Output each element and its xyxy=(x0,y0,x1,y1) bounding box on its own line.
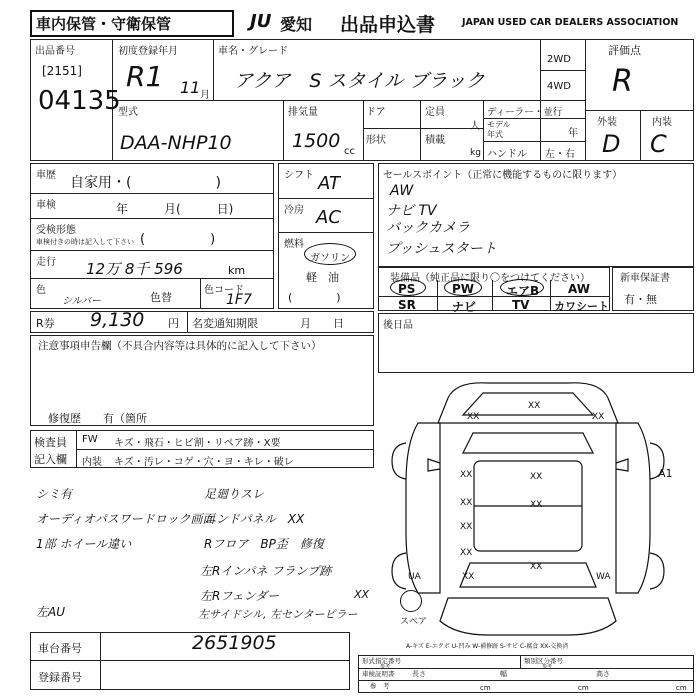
interior-grade: C xyxy=(650,130,667,158)
repair-label: 修復歴 有（箇所 xyxy=(48,412,147,425)
naisou-text: キズ・汚レ・コゲ・穴・ヨ・キレ・破レ xyxy=(114,457,294,468)
car-right-wheel-rear xyxy=(650,553,664,589)
mileage-value: 12万 8千 596 xyxy=(86,260,183,278)
chassis-label: 車台番号 xyxy=(38,642,82,655)
inspection-label: 車検 xyxy=(36,200,56,211)
damage-mark-roof-2: XX xyxy=(530,500,543,510)
car-left-wheel-rear xyxy=(392,553,406,589)
height-cm: cm xyxy=(676,684,687,692)
first-reg-month: 11 xyxy=(180,78,201,97)
fuel-gasoline-circle xyxy=(304,243,356,265)
note-left-3: 1部 ホイール違い xyxy=(36,537,132,551)
equip-pw: PW xyxy=(452,282,475,296)
reg-label: 登録番号 xyxy=(38,671,82,684)
model-type-label: 型式 xyxy=(118,107,138,118)
load-label: 積載 xyxy=(425,135,445,146)
note-right-5: 左Rフェンダー xyxy=(200,589,280,603)
car-right-side xyxy=(616,423,650,593)
note-left-1: シミ有 xyxy=(36,487,73,501)
warranty-value: 有・無 xyxy=(624,293,657,306)
rear-items-label: 後日品 xyxy=(383,320,413,331)
eval-label: 評価点 xyxy=(608,44,641,57)
note-left-2: オーディオパスワードロック画面 xyxy=(36,512,215,526)
name-change-value: 月 日 xyxy=(300,317,344,330)
year-unit: 年 xyxy=(568,128,578,139)
note-right-4: 左Rインパネ フランプ跡 xyxy=(200,564,332,578)
damage-mark-hood: XX xyxy=(528,401,541,411)
car-trunk-outline xyxy=(440,598,616,635)
car-rear-window xyxy=(460,563,596,587)
notes-label: 注意事項申告欄（不具合内容等は具体的に記入して下さい） xyxy=(38,340,322,352)
note-right-6: 左サイドシル, 左センターピラー xyxy=(198,608,358,621)
interior-label: 内装 xyxy=(652,117,672,128)
color-value: シルバー xyxy=(62,296,102,307)
equip-sr: SR xyxy=(398,298,416,312)
shift-value: AT xyxy=(318,173,340,194)
note-xx: XX xyxy=(354,588,370,601)
recycle-value: 9,130 xyxy=(90,309,145,331)
color-code-label: 色コード xyxy=(204,285,244,296)
capacity-label: 定員 xyxy=(425,107,445,118)
yen-unit: 円 xyxy=(168,317,179,330)
car-left-wheel-front xyxy=(392,443,406,479)
sales-item-4: プッシュスタート xyxy=(386,241,497,257)
length-cm: cm xyxy=(480,684,491,692)
equip-kawaseat: カワシート xyxy=(554,300,609,313)
type-class-ref: 参考 xyxy=(542,664,553,670)
inspector-label: 検査員 xyxy=(34,436,67,449)
exterior-grade: D xyxy=(602,130,621,158)
damage-mark-fender-left: XX xyxy=(467,412,480,422)
width-label: 幅 xyxy=(500,670,507,678)
damage-mark-left-door-1: XX xyxy=(460,470,473,480)
spare-label: スペア xyxy=(400,617,428,627)
chassis-value: 2651905 xyxy=(192,632,277,654)
displacement: 1500 xyxy=(292,130,341,152)
fuel-label: 燃料 xyxy=(284,239,304,250)
height-label: 高さ xyxy=(596,670,610,678)
naisou-label: 内装 xyxy=(82,457,102,468)
model-year-label-2: 年式 xyxy=(487,130,503,139)
history-value: 自家用・( ) xyxy=(70,175,221,191)
model-year-label: モデル xyxy=(487,120,511,129)
inspector-label-2: 記入欄 xyxy=(34,453,67,466)
form-designated-label: 形式指定番号 xyxy=(362,657,401,665)
color-change-label: 色替 xyxy=(150,291,172,304)
shape-label: 形状 xyxy=(366,135,386,146)
drive-4wd: 4WD xyxy=(547,81,571,92)
fw-label: FW xyxy=(82,434,98,445)
cert-label: 車検証明書 xyxy=(362,670,395,678)
cc-unit: cc xyxy=(344,146,355,157)
note-right-2: エンドパネル XX xyxy=(204,512,305,526)
car-damage-diagram xyxy=(378,373,694,653)
damage-mark-left-bumper: UA xyxy=(408,572,421,582)
recycle-label: R券 xyxy=(36,317,55,330)
acceptance-label: 受検形態 xyxy=(36,225,76,236)
handle-label: ハンドル xyxy=(487,149,527,160)
association-name: JAPAN USED CAR DEALERS ASSOCIATION xyxy=(462,17,679,28)
spare-tire-icon xyxy=(400,590,422,612)
damage-mark-roof: XX xyxy=(530,472,543,482)
inspection-value: 年 月( 日) xyxy=(116,202,234,216)
exterior-label: 外装 xyxy=(597,117,617,128)
equip-pw-circle xyxy=(444,279,482,296)
doors-label: ドア xyxy=(366,107,386,118)
car-left-side xyxy=(406,423,440,593)
equip-ps: PS xyxy=(398,282,416,296)
form-designated-ref: 参考 xyxy=(380,664,391,670)
name-change-label: 名変通知期限 xyxy=(192,317,258,330)
color-label: 色 xyxy=(36,285,46,296)
note-left-6: 左AU xyxy=(36,605,65,619)
person-unit: 人 xyxy=(470,121,480,132)
equip-navi: ナビ xyxy=(452,300,477,314)
damage-mark-right-bumper: WA xyxy=(596,572,611,582)
fuel-paren: ( ) xyxy=(288,291,341,304)
damage-mark-left-door-4: XX xyxy=(460,548,473,558)
first-reg-label: 初度登録年月 xyxy=(118,46,178,57)
color-code: 1F7 xyxy=(226,292,252,308)
sales-item-1: AW xyxy=(390,183,414,199)
equip-ps-circle xyxy=(390,279,426,296)
acceptance-note: 車検付きの時は記入して下さい xyxy=(36,238,134,246)
equip-airbag-circle xyxy=(500,279,544,296)
car-name: アクア S スタイル ブラック xyxy=(234,70,485,92)
damage-mark-right-side: A1 xyxy=(658,467,673,480)
equip-aw: AW xyxy=(568,282,590,296)
warranty-label: 新車保証書 xyxy=(620,273,670,284)
first-reg-era: R1 xyxy=(126,60,164,93)
equip-label: 装備品（純正品に限り〇をつけてください） xyxy=(390,273,590,284)
handle-options: 左・右 xyxy=(545,149,575,160)
mileage-label: 走行 xyxy=(36,257,56,268)
equip-tv: TV xyxy=(512,298,530,312)
damage-mark-trunk: XX xyxy=(530,562,543,572)
fuel-gasoline: ガソリン xyxy=(310,253,350,264)
ac-label: 冷房 xyxy=(284,205,304,216)
car-windshield-outline xyxy=(463,433,593,453)
type-class-label: 類別区分番号 xyxy=(524,657,563,665)
fuel-diesel: 軽 油 xyxy=(306,271,339,284)
kg-unit: kg xyxy=(470,148,481,158)
eval-score: R xyxy=(612,64,633,99)
lot-label: 出品番号 xyxy=(35,46,75,57)
damage-mark-left-door-3: XX xyxy=(460,522,473,532)
shift-label: シフト xyxy=(284,170,314,181)
form-title: 出品申込書 xyxy=(340,14,436,36)
model-type: DAA-NHP10 xyxy=(120,132,232,154)
drive-2wd: 2WD xyxy=(547,54,571,65)
damage-mark-left-door-2: XX xyxy=(460,498,473,508)
equip-airbag: エアB xyxy=(506,284,540,298)
lot-number: 04135 xyxy=(38,86,121,116)
width-cm: cm xyxy=(578,684,589,692)
length-label: 長さ xyxy=(412,670,426,678)
ju-logo: JU xyxy=(250,11,272,32)
sales-item-3: バックカメラ xyxy=(386,220,470,236)
acceptance-paren: ( ) xyxy=(140,232,216,247)
km-unit: km xyxy=(228,264,246,277)
note-right-3: Rフロア BP歪 修復 xyxy=(204,537,324,551)
month-unit: 月 xyxy=(200,90,210,101)
car-name-label: 車名・グレード xyxy=(218,46,288,57)
history-label: 車歴 xyxy=(36,170,56,181)
cert-sub-label: 参 考 xyxy=(370,682,390,690)
brand-name: 愛知 xyxy=(280,15,313,34)
rear-items-block xyxy=(378,313,694,373)
storage-stamp-text: 車内保管・守衛保管 xyxy=(36,15,172,33)
damage-legend: A-キズ E-エクボ U-凹み W-補修跡 S-サビ C-腐食 XX-交換済 xyxy=(406,643,569,650)
damage-mark-fender-right: XX xyxy=(592,412,605,422)
lot-code: [2151] xyxy=(42,64,82,78)
fw-text: キズ・飛石・ヒビ割・リペア跡・X要 xyxy=(114,438,281,449)
displacement-label: 排気量 xyxy=(288,107,318,118)
dealer-label: ディーラー・並行 xyxy=(487,107,563,118)
note-right-1: 足廻りスレ xyxy=(204,487,265,501)
damage-mark-left-rear: XX xyxy=(462,572,475,582)
sales-label: セールスポイント（正常に機能するものに限ります） xyxy=(383,170,623,181)
sales-item-2: ナビ TV xyxy=(386,203,437,219)
ac-value: AC xyxy=(316,207,341,228)
